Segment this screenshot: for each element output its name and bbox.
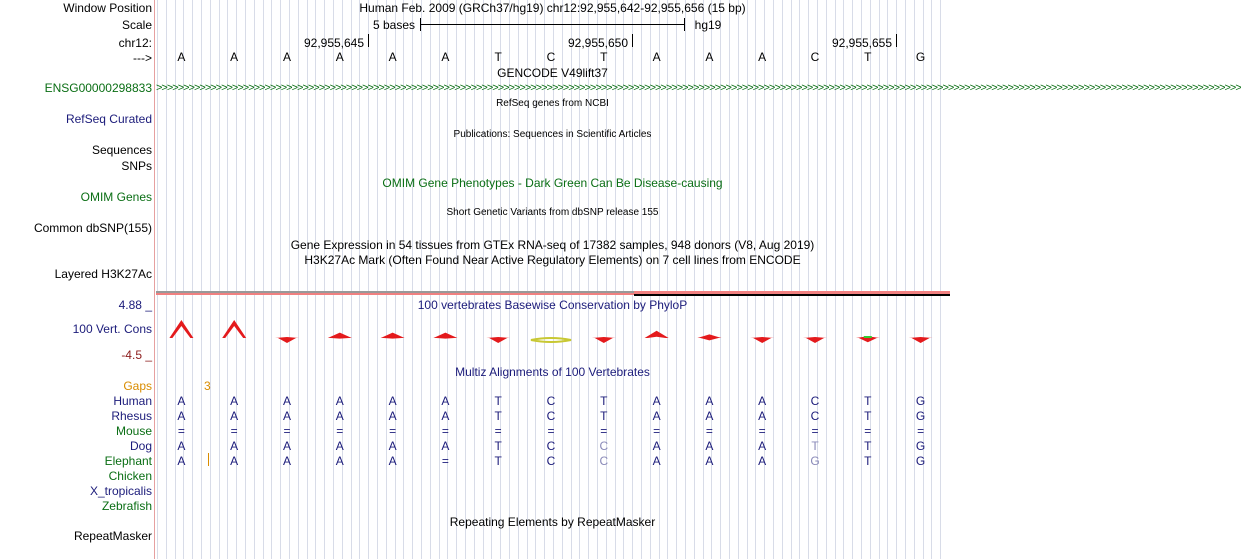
aligned-base: = — [441, 454, 449, 468]
aligned-base: A — [388, 439, 397, 453]
aligned-base: A — [441, 394, 450, 408]
conservation-mark — [645, 331, 669, 338]
aligned-base: A — [705, 439, 714, 453]
aligned-base: A — [335, 409, 344, 423]
conservation-mark — [169, 320, 193, 338]
scale-assembly: hg19 — [694, 18, 722, 32]
aligned-base: T — [600, 409, 608, 423]
aligned-base: = — [864, 424, 872, 438]
aligned-base: = — [389, 424, 397, 438]
omim-label[interactable]: OMIM Genes — [80, 190, 152, 204]
aligned-base: C — [810, 409, 820, 423]
aligned-base: = — [494, 424, 502, 438]
conservation-mark — [803, 337, 827, 343]
aligned-base: A — [388, 454, 397, 468]
aligned-base: T — [494, 394, 502, 408]
aligned-base: A — [652, 409, 661, 423]
aligned-base: A — [705, 409, 714, 423]
scale-bases: 5 bases — [372, 18, 416, 32]
aligned-base: = — [230, 424, 238, 438]
refseq-label[interactable]: RefSeq Curated — [65, 112, 152, 126]
aligned-base: A — [282, 409, 291, 423]
species-label[interactable]: X_tropicalis — [89, 484, 152, 498]
aligned-base: T — [864, 394, 872, 408]
aligned-base: A — [230, 454, 239, 468]
base: C — [810, 50, 820, 64]
aligned-base: G — [810, 454, 820, 468]
multiz-track-title[interactable]: Multiz Alignments of 100 Vertebrates — [455, 365, 650, 379]
aligned-base: = — [441, 424, 449, 438]
snps-label[interactable]: SNPs — [121, 159, 152, 173]
gap-marker — [208, 453, 209, 466]
position-tick-label: 92,955,655 — [831, 36, 893, 50]
conservation-mark — [909, 337, 933, 343]
conservation-mark — [864, 336, 872, 338]
aligned-base: A — [282, 394, 291, 408]
conservation-min: -4.5 _ — [121, 348, 152, 362]
h3k27ac-signal-dark — [634, 294, 950, 296]
aligned-base: A — [758, 409, 767, 423]
dbsnp-track-title[interactable]: Short Genetic Variants from dbSNP release 155 — [446, 207, 659, 218]
base: T — [864, 50, 872, 64]
conservation-mark — [328, 333, 352, 339]
aligned-base: A — [758, 454, 767, 468]
aligned-base: C — [810, 394, 820, 408]
aligned-base: A — [177, 394, 186, 408]
h3k27ac-label[interactable]: Layered H3K27Ac — [54, 267, 152, 281]
conservation-mark — [592, 337, 616, 343]
base: T — [600, 50, 608, 64]
aligned-base: A — [282, 439, 291, 453]
aligned-base: T — [864, 439, 872, 453]
repeatmasker-track-title[interactable]: Repeating Elements by RepeatMasker — [449, 515, 656, 529]
base: A — [388, 50, 397, 64]
aligned-base: = — [653, 424, 661, 438]
aligned-base: C — [546, 454, 556, 468]
base: A — [230, 50, 239, 64]
conservation-mark — [697, 334, 721, 340]
base: G — [915, 50, 926, 64]
window-position-label: Window Position — [63, 1, 152, 15]
chrom-label: chr12: — [118, 36, 152, 50]
gencode-gene-feature[interactable]: >>>>>>>>>>>>>>>>>>>>>>>>>>>>>>>>>>>>>>>>>>>>>>>>>>>>>>>>>>>>>>>>>>>>>>>>>>>>>>>>>>>>>>>>>>>>>>>>>>>>>>>>>>>>>>>>>>>>>>>>>>>>>>>>>>>>>>>>>>>>>>>>>>>>>>>>>>>>>>>>>>>>>>>>>>>>>>>>>>>>>>>>>>>>>>>>>>>>>>>> — [156, 82, 1241, 94]
conservation-track-title[interactable]: 100 vertebrates Basewise Conservation by PhyloP — [417, 298, 688, 312]
gaps-count: 3 — [204, 379, 211, 393]
aligned-base: A — [230, 409, 239, 423]
species-label[interactable]: Human — [113, 394, 152, 408]
publications-track-title[interactable]: Publications: Sequences in Scientific Articles — [453, 129, 652, 140]
conservation-label[interactable]: 100 Vert. Cons — [72, 322, 152, 336]
aligned-base: A — [388, 394, 397, 408]
base: A — [441, 50, 450, 64]
aligned-base: A — [652, 454, 661, 468]
aligned-base: A — [652, 394, 661, 408]
species-label[interactable]: Elephant — [104, 454, 152, 468]
aligned-base: A — [705, 454, 714, 468]
repeatmasker-label[interactable]: RepeatMasker — [73, 529, 152, 543]
conservation-mark — [433, 333, 457, 339]
refseq-track-title[interactable]: RefSeq genes from NCBI — [496, 98, 609, 109]
aligned-base: A — [230, 394, 239, 408]
aligned-base: A — [335, 439, 344, 453]
aligned-base: G — [915, 439, 926, 453]
aligned-base: = — [283, 424, 291, 438]
conservation-mark — [275, 337, 299, 343]
aligned-base: T — [864, 454, 872, 468]
h3k27ac-signal-gray — [156, 291, 634, 293]
aligned-base: A — [177, 439, 186, 453]
aligned-base: C — [546, 394, 556, 408]
aligned-base: A — [388, 409, 397, 423]
species-label[interactable]: Zebrafish — [101, 499, 152, 513]
aligned-base: A — [705, 394, 714, 408]
base: A — [282, 50, 291, 64]
aligned-base: T — [864, 409, 872, 423]
position-tick — [896, 34, 897, 47]
position-tick — [368, 34, 369, 47]
aligned-base: C — [599, 439, 609, 453]
conservation-graph[interactable] — [155, 312, 950, 348]
base: T — [494, 50, 502, 64]
conservation-max: 4.88 _ — [118, 298, 152, 312]
species-label[interactable]: Mouse — [115, 424, 152, 438]
aligned-base: = — [705, 424, 713, 438]
aligned-base: A — [758, 394, 767, 408]
window-position-value[interactable]: Human Feb. 2009 (GRCh37/hg19) chr12:92,955,642-92,955,656 (15 bp) — [359, 1, 746, 15]
omim-track-title[interactable]: OMIM Gene Phenotypes - Dark Green Can Be Disease-causing — [382, 176, 723, 190]
aligned-base: = — [811, 424, 819, 438]
aligned-base: T — [600, 394, 608, 408]
h3k27ac-track-title[interactable]: H3K27Ac Mark (Often Found Near Active Regulatory Elements) on 7 cell lines from ENCODE — [304, 253, 801, 267]
sequences-label[interactable]: Sequences — [91, 143, 152, 157]
aligned-base: G — [915, 454, 926, 468]
aligned-base: A — [335, 394, 344, 408]
conservation-mark — [750, 337, 774, 343]
aligned-base: A — [177, 409, 186, 423]
conservation-mark — [222, 320, 246, 338]
aligned-base: = — [600, 424, 608, 438]
base: A — [177, 50, 186, 64]
aligned-base: = — [177, 424, 185, 438]
aligned-base: T — [494, 439, 502, 453]
base: A — [705, 50, 714, 64]
aligned-base: = — [917, 424, 925, 438]
aligned-base: T — [811, 439, 819, 453]
aligned-base: C — [546, 409, 556, 423]
aligned-base: A — [758, 439, 767, 453]
dbsnp-label[interactable]: Common dbSNP(155) — [33, 221, 152, 235]
position-tick-label: 92,955,650 — [567, 36, 629, 50]
base: C — [546, 50, 556, 64]
scale-label: Scale — [121, 18, 152, 32]
aligned-base: A — [441, 439, 450, 453]
aligned-base: C — [546, 439, 556, 453]
aligned-base: A — [177, 454, 186, 468]
aligned-base: A — [441, 409, 450, 423]
position-tick-label: 92,955,645 — [303, 36, 365, 50]
species-label[interactable]: Rhesus — [111, 409, 152, 423]
aligned-base: A — [652, 439, 661, 453]
gencode-track-title[interactable]: GENCODE V49lift37 — [497, 66, 608, 80]
aligned-base: C — [599, 454, 609, 468]
conservation-mark — [531, 338, 571, 342]
aligned-base: G — [915, 394, 926, 408]
aligned-base: A — [282, 454, 291, 468]
aligned-base: A — [230, 439, 239, 453]
gencode-gene-label[interactable]: ENSG00000298833 — [44, 81, 152, 95]
strand-arrow: ---> — [133, 51, 152, 65]
label-divider — [154, 0, 155, 559]
position-tick — [632, 34, 633, 47]
gaps-label: Gaps — [123, 379, 152, 393]
base: A — [758, 50, 767, 64]
gtex-track-title[interactable]: Gene Expression in 54 tissues from GTEx RNA-seq of 17382 samples, 948 donors (V8, Aug 2019) — [290, 238, 815, 252]
aligned-base: A — [335, 454, 344, 468]
base: A — [335, 50, 344, 64]
base: A — [652, 50, 661, 64]
species-label[interactable]: Chicken — [108, 469, 152, 483]
aligned-base: T — [494, 454, 502, 468]
aligned-base: = — [758, 424, 766, 438]
aligned-base: = — [547, 424, 555, 438]
species-label[interactable]: Dog — [129, 439, 152, 453]
conservation-mark — [381, 333, 405, 339]
aligned-base: T — [494, 409, 502, 423]
conservation-mark — [486, 337, 510, 343]
aligned-base: = — [336, 424, 344, 438]
aligned-base: G — [915, 409, 926, 423]
